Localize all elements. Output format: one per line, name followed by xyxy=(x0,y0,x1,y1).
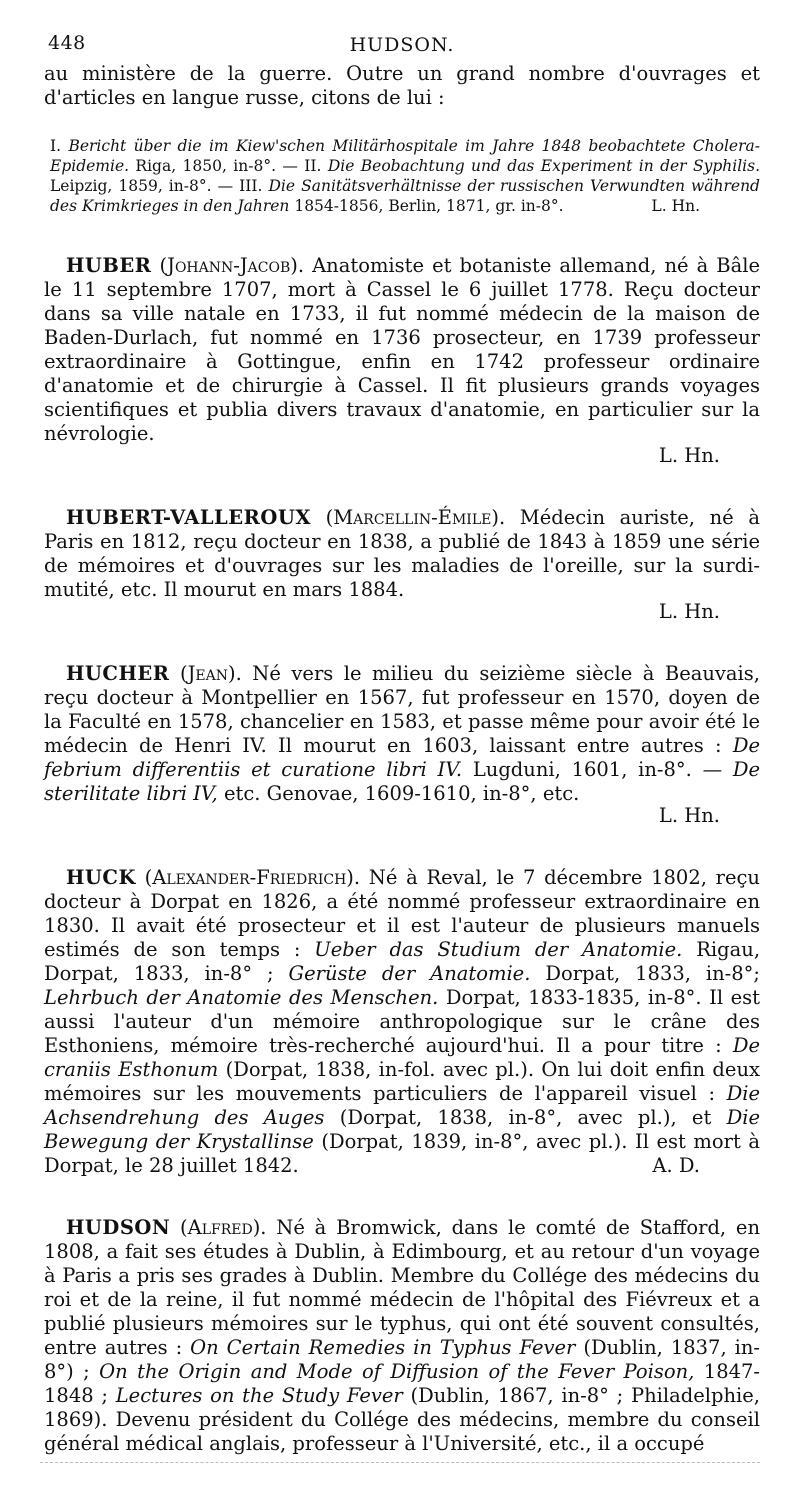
entry-body: Médecin auriste, né à Paris en 1812, reçu docteur en 1838, a publié de 1843 à 1859 une série de mémoires et d'ouvrages sur les maladies de l'oreille, sur la surdi-mutité, etc. Il mourut en mars 1884. xyxy=(44,506,760,601)
entry-body: Dorpat, 1833-1835, in-8°. Il est aussi l'auteur d'un mémoire anthropologique sur le crâne des Esthoniens, mémoire très-recherché aujourd'hui. Il a pour titre : xyxy=(44,986,760,1057)
entry-text xyxy=(44,506,760,602)
work-title: De sterilitate libri IV, xyxy=(44,758,760,805)
biblio-pub-2: Leipzig, 1859, in-8°. — xyxy=(50,177,240,195)
entry-body: Lugduni, 1601, in-8°. — xyxy=(462,758,733,781)
biblio-pub-1: Riga, 1850, in-8°. — xyxy=(129,157,305,175)
work-title: Die Achsendrehung des Auges xyxy=(44,1082,760,1129)
entry-body: (Dorpat, 1838, in-fol. avec pl.). On lui doit enfin deux mémoires sur les mouvements particuliers de l'appareil visuel : xyxy=(44,1058,761,1105)
entry-text xyxy=(44,662,760,806)
entry-body: Né à Reval, le 7 décembre 1802, reçu docteur à Dorpat en 1826, a été nommé professeur extraordinaire en 1830. Il avait été prosecteur et il est l'auteur de plusieurs manuels estimés de son temps : xyxy=(44,866,760,961)
running-head xyxy=(44,28,760,58)
entry-body: Anatomiste et botaniste allemand, né à Bâle le 11 septembre 1707, mort à Cassel le 6 juillet 1778. Reçu docteur dans sa ville natale en 1733, il fut nommé médecin de la maison de Baden-Durlach, fut nommé en 1736 prosecteur, en 1739 professeur extraordinaire à Gottingue, enfin en 1742 professeur ordinaire d'anatomie et de chirurgie à Cassel. Il fit plusieurs grands voyages scientifiques et publia divers travaux d'anatomie, en particulier sur la névrologie. xyxy=(44,254,760,445)
entry-forename: (Alexander-Friedrich). xyxy=(144,866,361,889)
entry-hubert-valleroux xyxy=(44,506,760,624)
continuation-paragraph xyxy=(44,62,760,110)
author-signature: L. Hn. xyxy=(658,600,720,623)
work-title: De craniis Esthonum xyxy=(44,1034,760,1081)
entry-headword: HUCHER xyxy=(66,662,170,685)
work-title: De febrium differentiis et curatione libri IV. xyxy=(44,734,760,781)
entry-huck xyxy=(44,866,760,1178)
author-signature: L. Hn. xyxy=(658,444,720,467)
entry-headword: HUCK xyxy=(66,866,136,889)
running-title: HUDSON. xyxy=(349,34,455,56)
bibliography-list xyxy=(50,136,760,216)
page-number: 448 xyxy=(48,32,86,54)
entry-body: 1847-1848 ; xyxy=(44,1360,761,1407)
biblio-number-3: III. xyxy=(239,177,263,195)
work-title: Die Bewegung der Krystallinse xyxy=(44,1106,760,1153)
continuation-text: au ministère de la guerre. Outre un grand nombre d'ouvrages et d'articles en langue russe, citons de lui : xyxy=(44,62,760,109)
work-title: Lectures on the Study Fever xyxy=(115,1384,403,1407)
entry-body: etc. Genovae, 1609-1610, in-8°, etc. xyxy=(217,782,580,805)
entry-body: Dorpat, 1833, in-8°; xyxy=(530,962,760,985)
entry-hucher xyxy=(44,662,760,828)
entry-headword: HUBERT-VALLEROUX xyxy=(66,506,311,529)
entry-body: (Dorpat, 1838, in-8°, avec pl.), et xyxy=(324,1106,727,1129)
biblio-title-2: Die Beobachtung und das Experiment in der Syphilis. xyxy=(327,157,760,175)
work-title: On Certain Remedies in Typhus Fever xyxy=(190,1336,576,1359)
biblio-number-1: I. xyxy=(50,137,62,155)
entry-forename: (Johann-Jacob). xyxy=(159,254,305,277)
work-title: Gerüste der Anatomie. xyxy=(288,962,531,985)
author-signature: A. D. xyxy=(652,1154,700,1177)
entry-body: (Dorpat, 1839, in-8°, avec pl.). Il est mort à Dorpat, le 28 juillet 1842. xyxy=(44,1130,760,1177)
entry-forename: (Jean). xyxy=(179,662,242,685)
entry-huber xyxy=(44,254,760,468)
entry-body: (Dublin, 1837, in-8°) ; xyxy=(44,1336,761,1383)
entry-body: Né à Bromwick, dans le comté de Stafford, en 1808, a fait ses études à Dublin, à Edimbourg, et au retour d'un voyage à Paris a pris ses grades à Dublin. Membre du Collége des médecins du roi et de la reine, il fut nommé médecin de l'hôpital des Fiévreux et a publié plusieurs mémoires sur le typhus, qui ont été souvent consultés, entre autres : xyxy=(44,1216,760,1359)
entry-headword: HUDSON xyxy=(66,1216,171,1239)
entry-text xyxy=(44,254,760,446)
entry-body: Né vers le milieu du seizième siècle à Beauvais, reçu docteur à Montpellier en 1567, fut professeur en 1570, doyen de la Faculté en 1578, chancelier en 1583, et passe même pour avoir été le médecin de Henri IV. Il mourut en 1603, laissant entre autres : xyxy=(44,662,760,757)
author-signature: L. Hn. xyxy=(651,197,700,215)
biblio-number-2: II. xyxy=(304,157,322,175)
entry-body: (Dublin, 1867, in-8° ; Philadelphie, 1869). Devenu président du Collége des médecins, membre du conseil général médical anglais, professeur à l'Université, etc., il a occupé xyxy=(44,1384,761,1455)
footer-rule xyxy=(40,1462,760,1463)
work-title: Ueber das Studium der Anatomie. xyxy=(314,938,683,961)
entry-text xyxy=(44,866,760,1178)
work-title: Lehrbuch der Anatomie des Menschen. xyxy=(44,986,439,1009)
entry-hudson xyxy=(44,1216,760,1456)
entry-headword: HUBER xyxy=(66,254,152,277)
biblio-title-1: Bericht über die im Kiew'schen Militärhospitale im Jahre 1848 beobachtete Cholera-Epidemie. xyxy=(50,137,760,175)
biblio-title-3: Die Sanitätsverhältnisse der russischen Verwundten während des Krimkrieges in den Jahren xyxy=(50,177,760,215)
entry-text xyxy=(44,1216,760,1456)
work-title: On the Origin and Mode of Diffusion of the Fever Poison, xyxy=(99,1360,695,1383)
entry-body: Rigau, Dorpat, 1833, in-8° ; xyxy=(44,938,761,985)
biblio-pub-3: 1854-1856, Berlin, 1871, gr. in-8°. xyxy=(289,197,564,215)
entry-forename: (Marcellin-Émile). xyxy=(325,506,506,529)
author-signature: L. Hn. xyxy=(658,804,720,827)
entry-forename: (Alfred). xyxy=(180,1216,267,1239)
